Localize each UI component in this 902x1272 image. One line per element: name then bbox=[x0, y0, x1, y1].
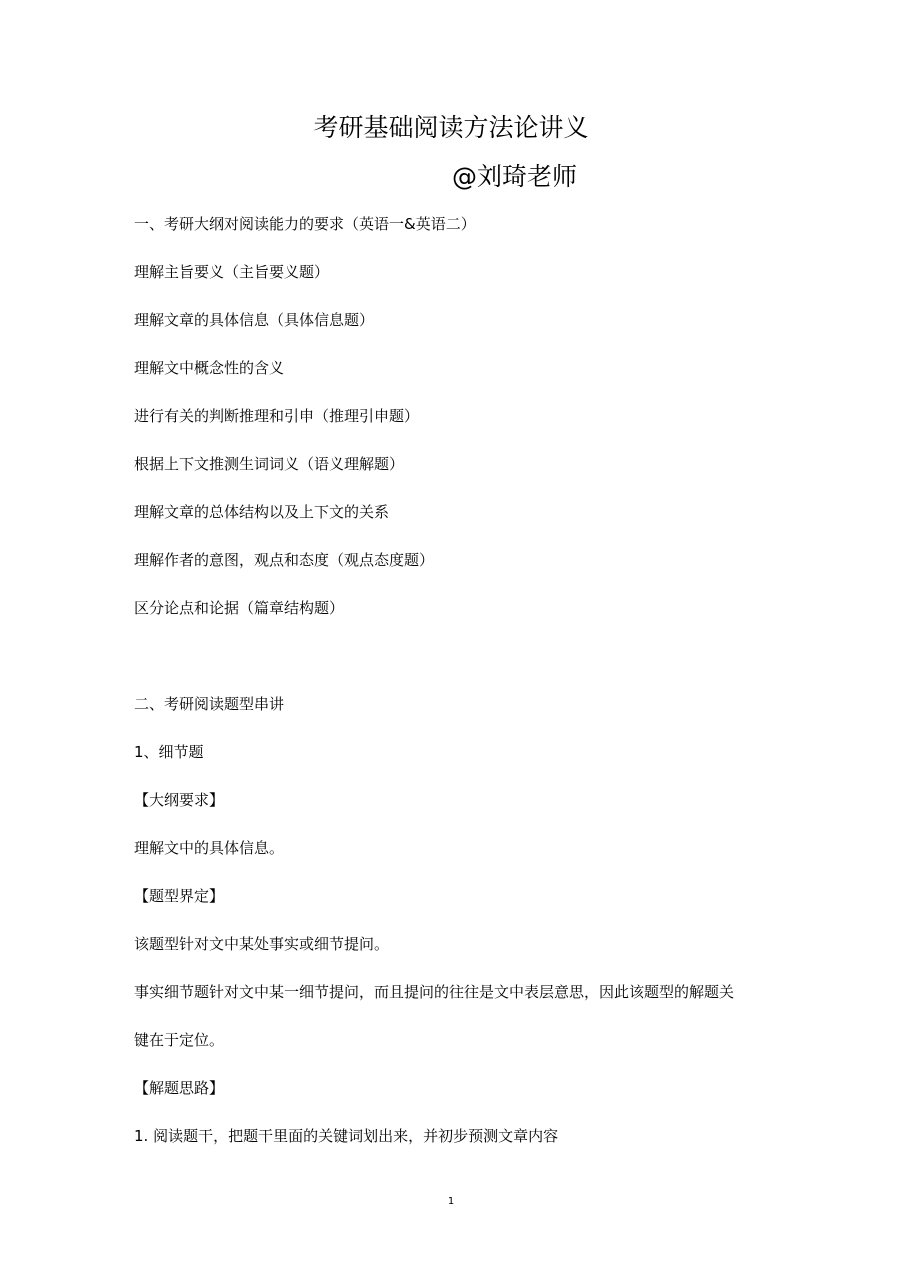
document-title: 考研基础阅读方法论讲义 bbox=[313, 113, 589, 142]
outline-text: 理解文中的具体信息。 bbox=[134, 839, 285, 857]
requirement-item: 区分论点和论据（篇章结构题） bbox=[134, 599, 345, 617]
section1-heading: 一、考研大纲对阅读能力的要求（英语一&英语二） bbox=[134, 215, 476, 233]
requirement-item: 根据上下文推测生词词义（语义理解题） bbox=[134, 455, 405, 473]
outline-label: 【大纲要求】 bbox=[134, 791, 225, 809]
requirement-item: 进行有关的判断推理和引申（推理引申题） bbox=[134, 407, 420, 425]
section2-heading: 二、考研阅读题型串讲 bbox=[134, 695, 285, 713]
definition-label: 【题型界定】 bbox=[134, 887, 225, 905]
requirement-item: 理解主旨要义（主旨要义题） bbox=[134, 263, 330, 281]
approach-step: 1. 阅读题干，把题干里面的关键词划出来，并初步预测文章内容 bbox=[134, 1127, 559, 1145]
detail-paragraph-line: 事实细节题针对文中某一细节提问，而且提问的往往是文中表层意思，因此该题型的解题关 bbox=[134, 983, 735, 1001]
document-author: @刘琦老师 bbox=[452, 162, 578, 191]
detail-paragraph-line: 键在于定位。 bbox=[134, 1031, 225, 1049]
requirement-item: 理解文中概念性的含义 bbox=[134, 359, 285, 377]
requirement-item: 理解文章的总体结构以及上下文的关系 bbox=[134, 503, 390, 521]
requirement-item: 理解文章的具体信息（具体信息题） bbox=[134, 311, 375, 329]
definition-text: 该题型针对文中某处事实或细节提问。 bbox=[134, 935, 390, 953]
subsection-heading: 1、细节题 bbox=[134, 743, 204, 761]
page-number: 1 bbox=[447, 1196, 455, 1207]
requirement-item: 理解作者的意图，观点和态度（观点态度题） bbox=[134, 551, 435, 569]
approach-label: 【解题思路】 bbox=[134, 1079, 225, 1097]
